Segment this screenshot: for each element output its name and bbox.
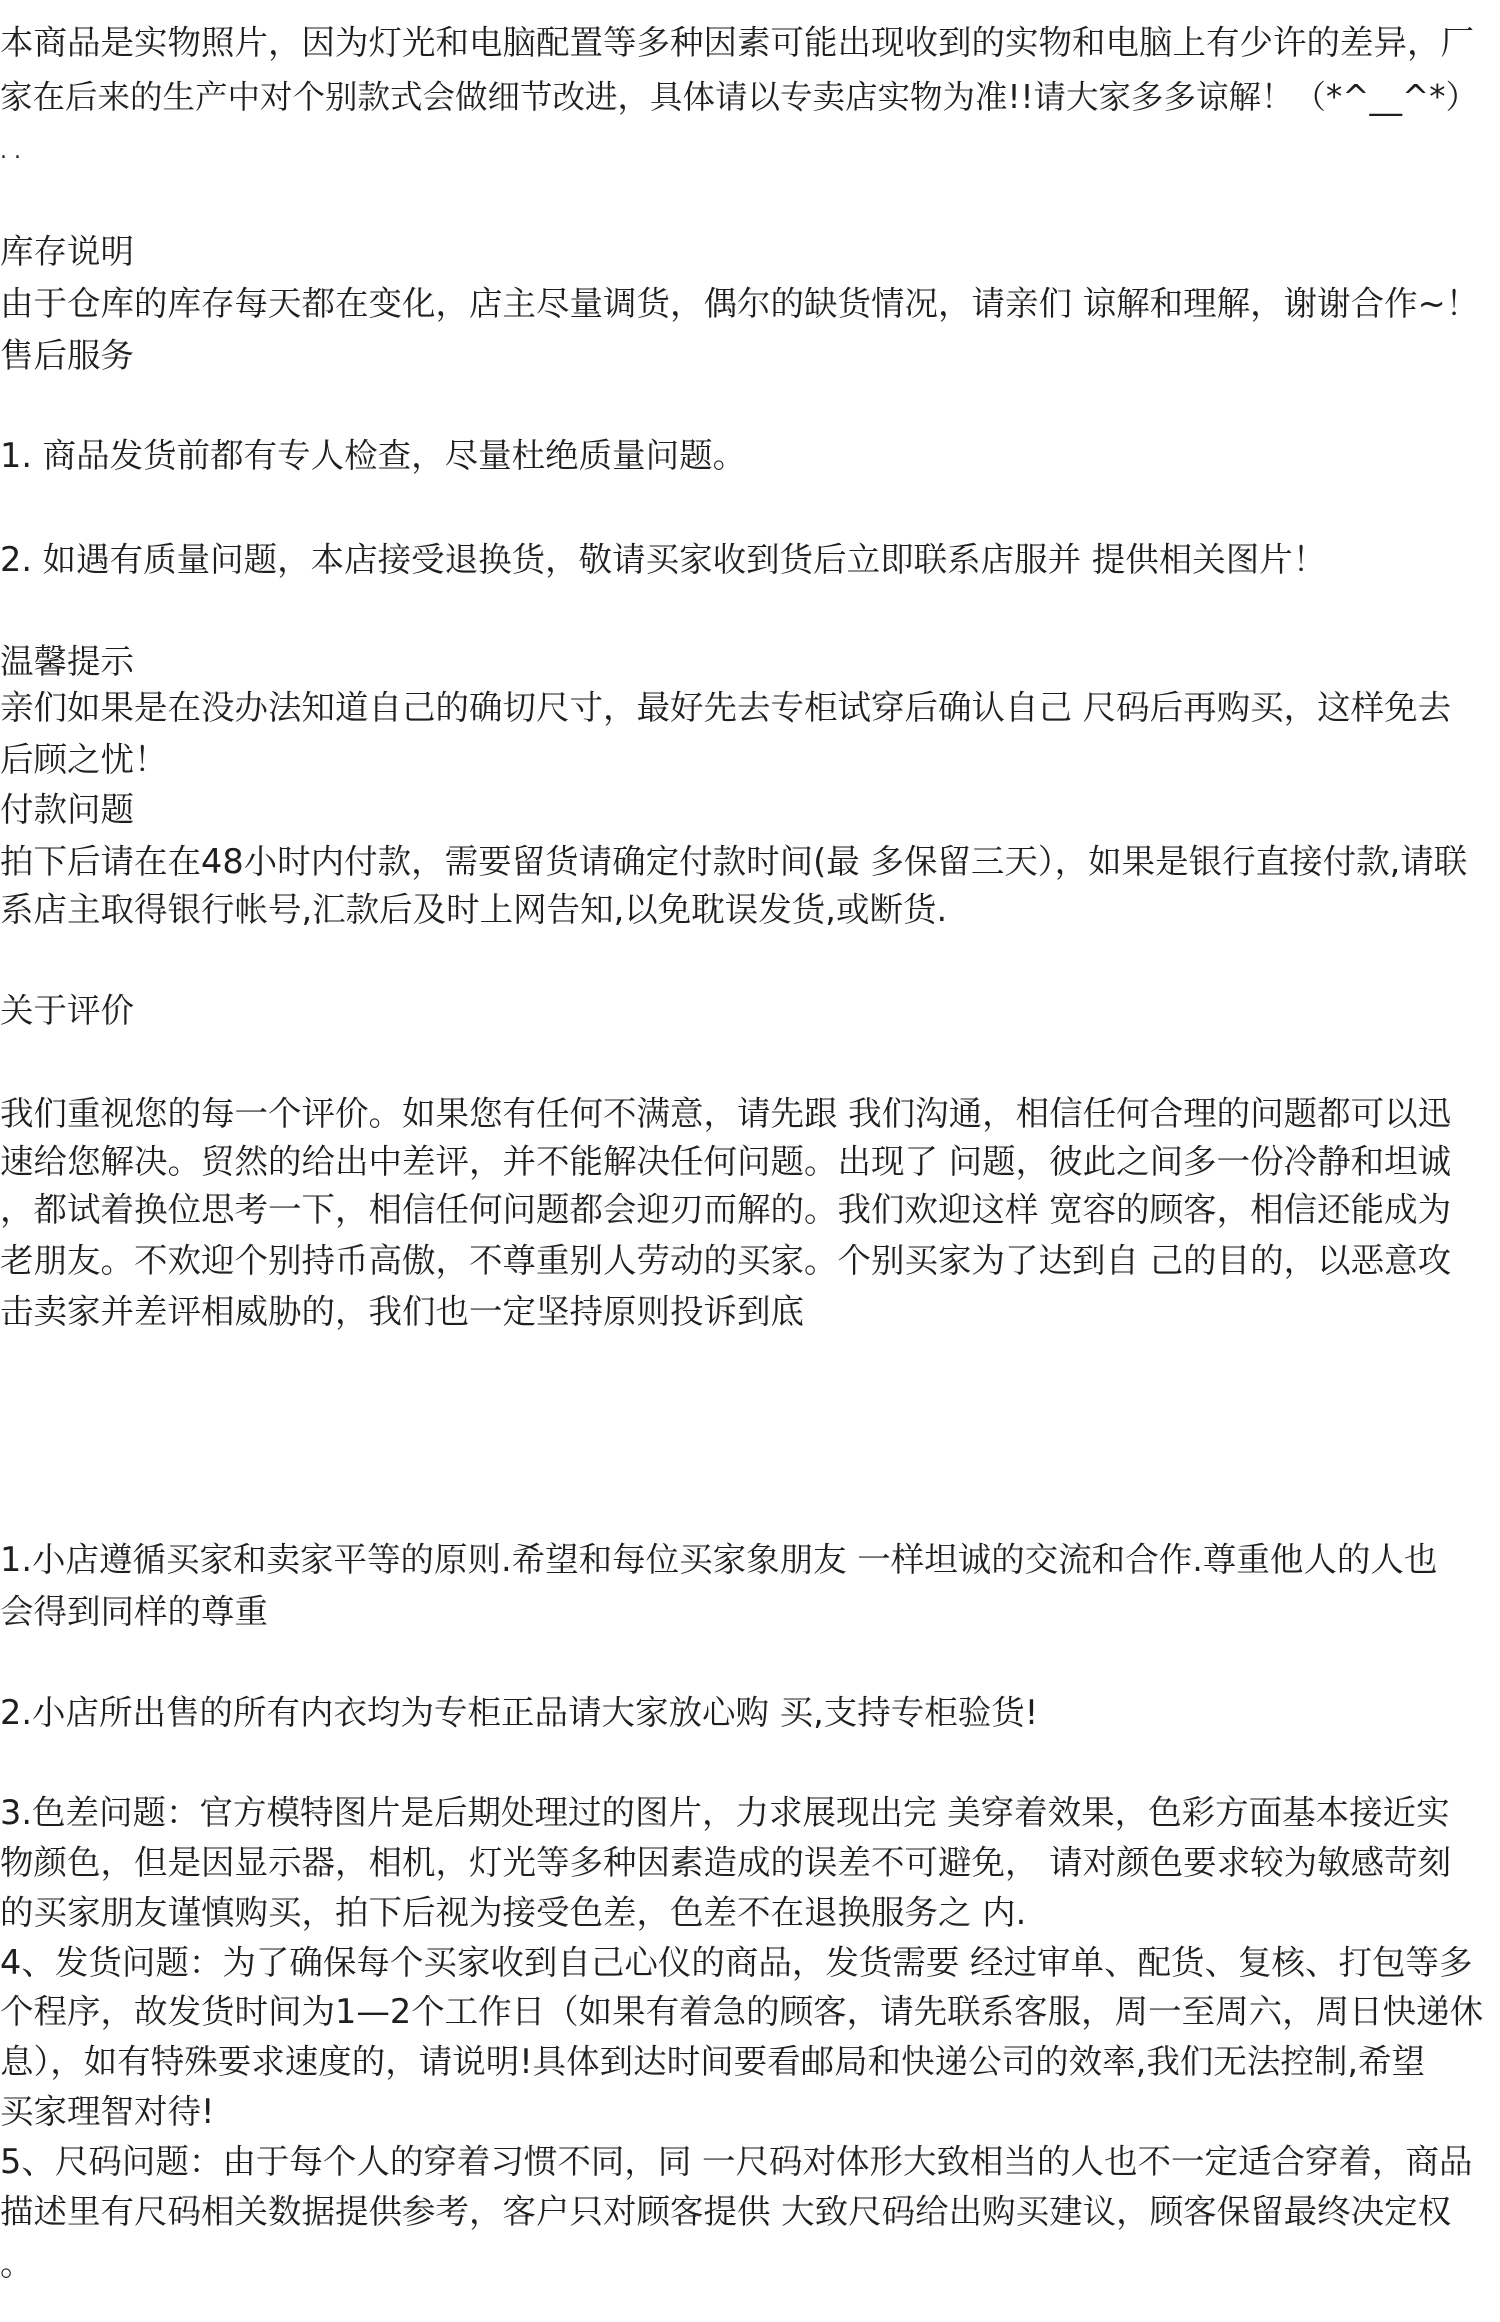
policy-3-line-2: 物颜色，但是因显示器，相机，灯光等多种因素造成的误差不可避免， 请对颜色要求较为敏感苛刻 [0,1843,1452,1882]
policy-4-line-3: 息），如有特殊要求速度的，请说明!具体到达时间要看邮局和快递公司的效率,我们无法控制,希望 [0,2042,1425,2081]
policy-5-line-3: 。 [0,2244,34,2283]
tips-heading: 温馨提示 [0,642,134,681]
policy-5-line-1: 5、尺码问题：由于每个人的穿着习惯不同，同 一尺码对体形大致相当的人也不一定适合穿着，商品 [0,2142,1473,2181]
policy-4-line-4: 买家理智对待! [0,2092,215,2131]
review-heading: 关于评价 [0,991,134,1030]
payment-heading: 付款问题 [0,790,134,829]
payment-line-2: 系店主取得银行帐号,汇款后及时上网告知,以免耽误发货,或断货. [0,890,948,929]
policy-4-line-1: 4、发货问题：为了确保每个买家收到自己心仪的商品，发货需要 经过审单、配货、复核、打包等多 [0,1943,1473,1982]
review-line-5: 击卖家并差评相威胁的，我们也一定坚持原则投诉到底 [0,1292,804,1331]
notice-line-2: 家在后来的生产中对个别款式会做细节改进，具体请以专卖店实物为准!!请大家多多谅解！（*^__^*） [0,78,1479,116]
review-line-4: 老朋友。不欢迎个别持币高傲，不尊重别人劳动的买家。个别买家为了达到自 己的目的，以恶意攻 [0,1241,1452,1280]
policy-4-line-2: 个程序，故发货时间为1—2个工作日（如果有着急的顾客，请先联系客服，周一至周六，周日快递休 [0,1992,1484,2031]
after-sales-item-1: 1. 商品发货前都有专人检查，尽量杜绝质量问题。 [0,436,747,475]
policy-3-line-1: 3.色差问题：官方模特图片是后期处理过的图片，力求展现出完 美穿着效果，色彩方面基本接近实 [0,1793,1450,1832]
review-line-2: 速给您解决。贸然的给出中差评，并不能解决任何问题。出现了 问题，彼此之间多一份冷静和坦诚 [0,1142,1452,1181]
payment-line-1: 拍下后请在在48小时内付款，需要留货请确定付款时间(最 多保留三天），如果是银行直接付款,请联 [0,842,1468,881]
tips-line-2: 后顾之忧！ [0,740,168,779]
notice-line-3: . . [0,139,21,164]
policy-1-line-2: 会得到同样的尊重 [0,1592,268,1631]
review-line-3: ，都试着换位思考一下，相信任何问题都会迎刃而解的。我们欢迎这样 宽容的顾客，相信还能成为 [0,1190,1452,1229]
policy-1-line-1: 1.小店遵循买家和卖家平等的原则.希望和每位买家象朋友 一样坦诚的交流和合作.尊重他人的人也 [0,1540,1438,1579]
tips-line-1: 亲们如果是在没办法知道自己的确切尺寸，最好先去专柜试穿后确认自己 尺码后再购买，这样免去 [0,688,1452,727]
notice-line-1: 本商品是实物照片，因为灯光和电脑配置等多种因素可能出现收到的实物和电脑上有少许的差异，厂 [0,23,1474,62]
policy-5-line-2: 描述里有尺码相关数据提供参考，客户只对顾客提供 大致尺码给出购买建议，顾客保留最终决定权 [0,2192,1452,2231]
stock-heading: 库存说明 [0,232,134,271]
review-line-1: 我们重视您的每一个评价。如果您有任何不满意，请先跟 我们沟通，相信任何合理的问题都可以迅 [0,1094,1452,1133]
stock-text: 由于仓库的库存每天都在变化，店主尽量调货，偶尔的缺货情况，请亲们 谅解和理解，谢谢合作~！ [0,284,1480,323]
after-sales-heading: 售后服务 [0,336,134,375]
policy-3-line-3: 的买家朋友谨慎购买，拍下后视为接受色差，色差不在退换服务之 内. [0,1893,1027,1932]
after-sales-item-2: 2. 如遇有质量问题，本店接受退换货，敬请买家收到货后立即联系店服并 提供相关图片！ [0,540,1327,579]
policy-2-line-1: 2.小店所出售的所有内衣均为专柜正品请大家放心购 买,支持专柜验货! [0,1693,1039,1732]
